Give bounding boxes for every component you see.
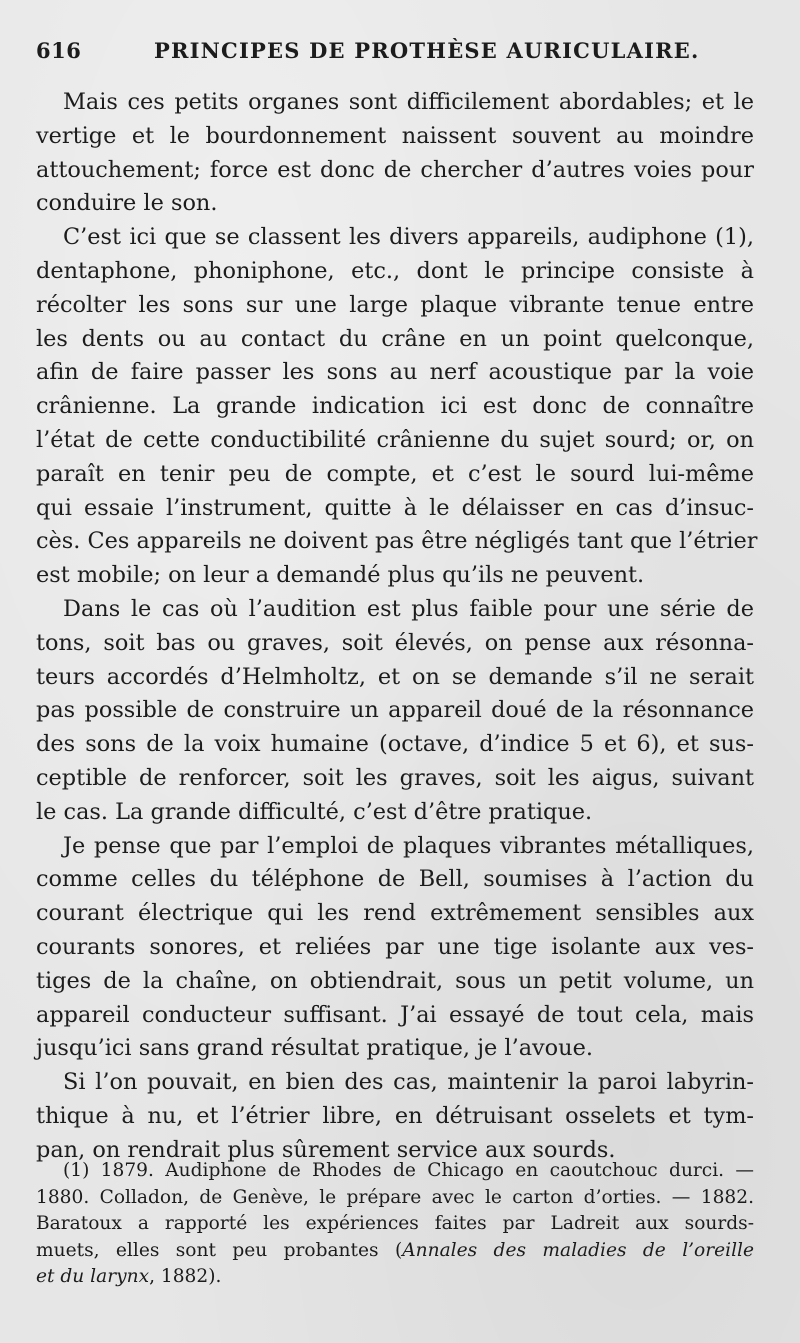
text-line: C’est ici que se classent les divers appareils, audiphone (1), (63, 224, 754, 251)
text-line: pan, on rendrait plus sûrement service aux sourds. (36, 1136, 616, 1163)
paragraph (36, 86, 754, 221)
text-line: teurs accordés d’Helmholtz, et on se demande s’il ne serait (36, 663, 754, 690)
footnote-line: (1) 1879. Audiphone de Rhodes de Chicago en caoutchouc durci. — (63, 1160, 754, 1181)
text-line: courants sonores, et reliées par une tige isolante aux ves- (36, 933, 754, 960)
body-text (36, 86, 758, 1168)
text-line: afin de faire passer les sons au nerf acoustique par la voie (36, 359, 754, 386)
footnote (36, 1158, 754, 1291)
footnote-line (36, 1264, 754, 1291)
text-line: est mobile; on leur a demandé plus qu’ils ne peuvent. (36, 562, 645, 589)
text-line: dentaphone, phoniphone, etc., dont le principe consiste à (36, 257, 754, 284)
text-line: attouchement; force est donc de chercher d’autres voies pour (36, 156, 754, 183)
text-line: les dents ou au contact du crâne en un point quelconque, (36, 325, 754, 352)
journal-title: Annales des maladies de l’oreille (402, 1239, 754, 1261)
text-line: paraît en tenir peu de compte, et c’est le sourd lui-même (36, 460, 754, 487)
paragraph (36, 830, 754, 1067)
text-line: jusqu’ici sans grand résultat pratique, je l’avoue. (36, 1035, 593, 1062)
text-line: Si l’on pouvait, en bien des cas, maintenir la paroi labyrin- (63, 1069, 754, 1096)
text-line: Mais ces petits organes sont difficilement abordables; et le (63, 89, 754, 115)
text-line: crânienne. La grande indication ici est donc de connaître (36, 393, 754, 420)
paragraph (36, 593, 754, 830)
text-line: cès. Ces appareils ne doivent pas être négligés tant que l’étrier (36, 528, 758, 555)
text-line: des sons de la voix humaine (octave, d’indice 5 et 6), et sus- (36, 731, 754, 758)
footnote-line: 1880. Colladon, de Genève, le prépare avec le carton d’orties. — 1882. (36, 1186, 754, 1208)
text-line: appareil conducteur suffisant. J’ai essayé de tout cela, mais (36, 1001, 754, 1028)
running-title: PRINCIPES DE PROTHÈSE AURICULAIRE. (154, 38, 700, 63)
footnote-line: Baratoux a rapporté les expériences faites par Ladreit aux sourds- (36, 1213, 754, 1234)
text-line: le cas. La grande difficulté, c’est d’être pratique. (36, 798, 593, 825)
paragraph (36, 1066, 754, 1167)
text-line: pas possible de construire un appareil doué de la résonnance (36, 697, 754, 724)
text-line: l’état de cette conductibilité crânienne du sujet sourd; or, on (36, 426, 754, 453)
text-line: vertige et le bourdonnement naissent souvent au moindre (36, 122, 754, 149)
footnote-line (36, 1238, 754, 1265)
text-line: qui essaie l’instrument, quitte à le délaisser en cas d’insuc- (36, 494, 754, 521)
page-number: 616 (36, 38, 82, 63)
page-header (36, 38, 764, 70)
text-line: comme celles du téléphone de Bell, soumises à l’action du (36, 866, 754, 893)
paragraph (36, 221, 758, 593)
text-line: tiges de la chaîne, on obtiendrait, sous un petit volume, un (36, 967, 754, 994)
text-line: ceptible de renforcer, soit les graves, soit les aigus, suivant (36, 764, 754, 791)
text-line: récolter les sons sur une large plaque vibrante tenue entre (36, 291, 754, 318)
footnote-text: , 1882). (149, 1266, 222, 1287)
footnote-text: muets, elles sont peu probantes ( (36, 1239, 403, 1261)
text-line: conduire le son. (36, 190, 218, 217)
text-line: Je pense que par l’emploi de plaques vibrantes métalliques, (63, 832, 754, 859)
text-line: thique à nu, et l’étrier libre, en détruisant osselets et tym- (36, 1102, 754, 1129)
text-line: courant électrique qui les rend extrêmement sensibles aux (36, 900, 754, 927)
text-line: tons, soit bas ou graves, soit élevés, on pense aux résonna- (36, 629, 754, 656)
text-line: Dans le cas où l’audition est plus faible pour une série de (63, 595, 754, 622)
journal-title: et du larynx (36, 1266, 150, 1287)
